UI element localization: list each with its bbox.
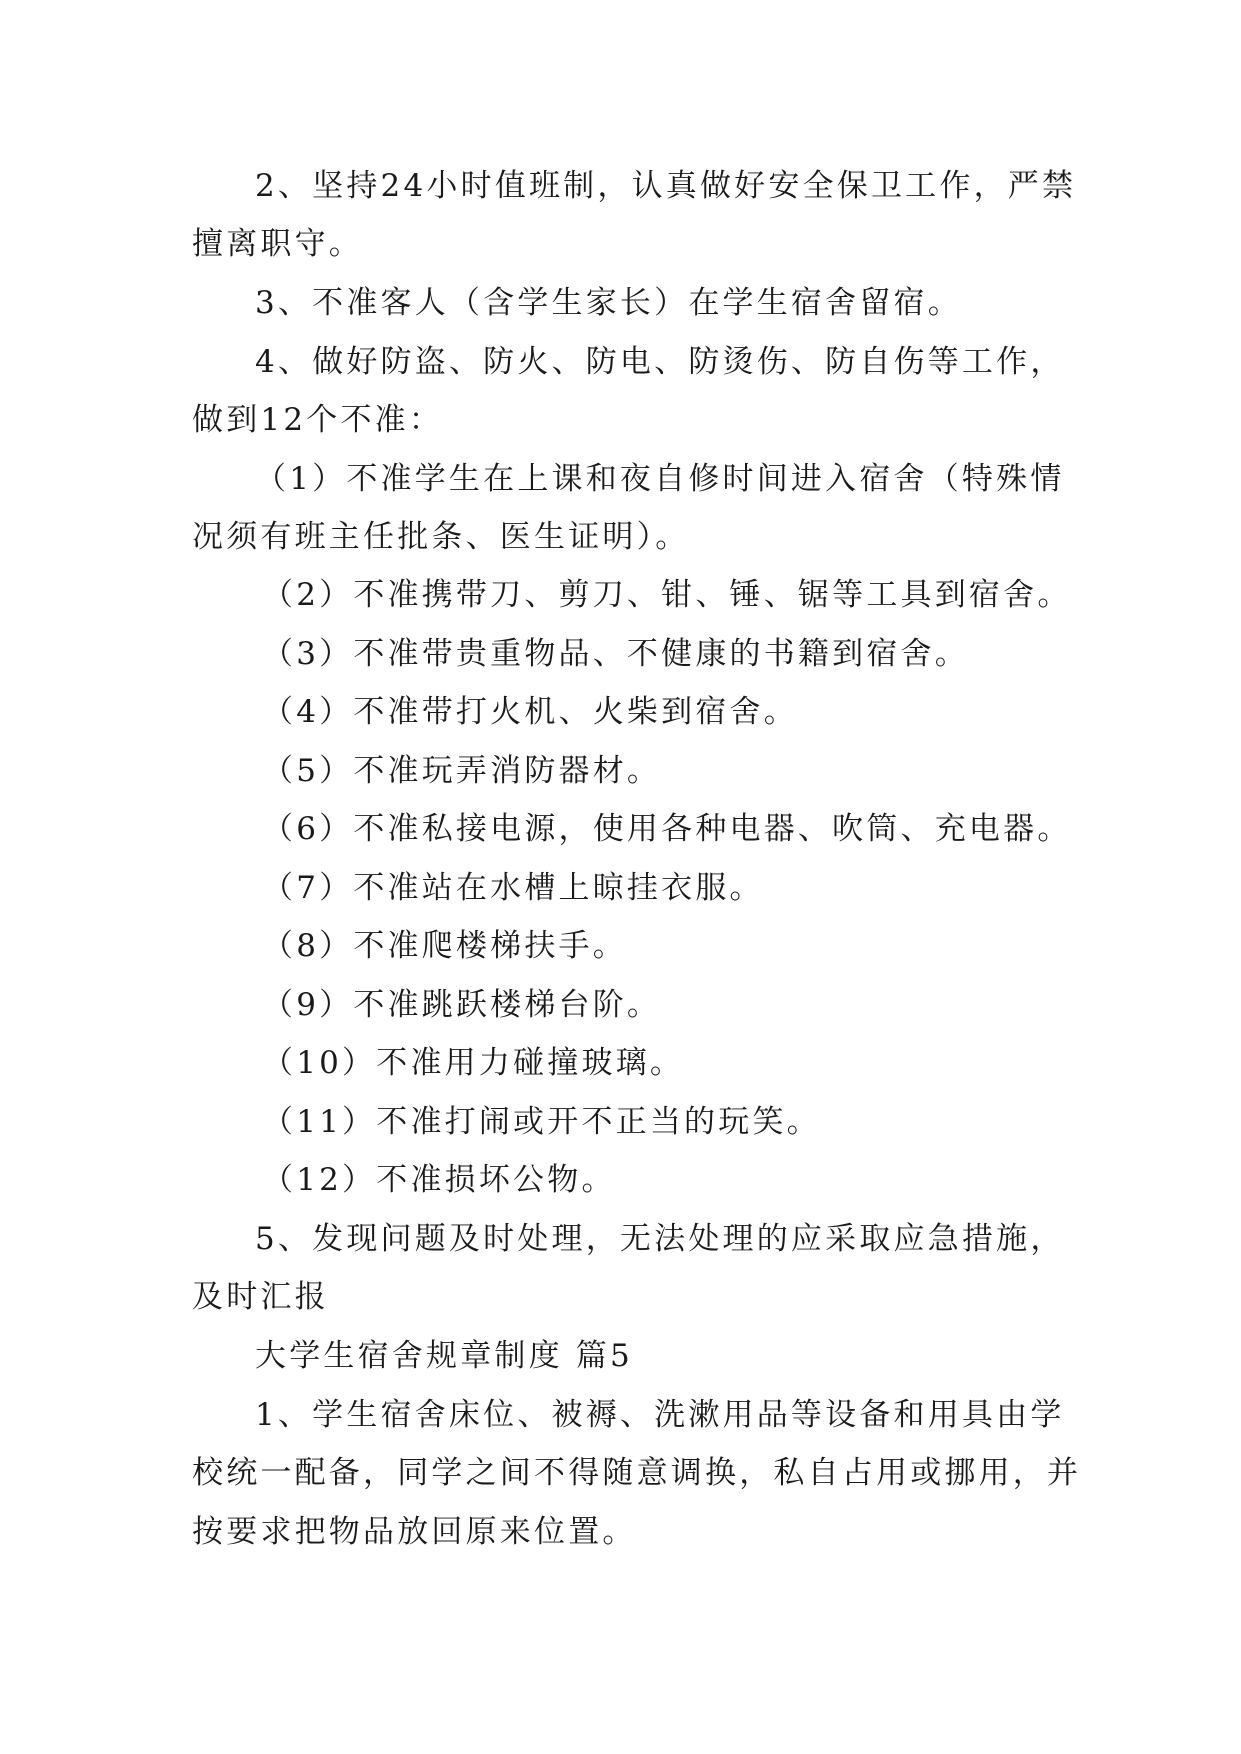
list-item: （10）不准用力碰撞玻璃。 [262, 1045, 685, 1081]
list-item: （2）不准携带刀、剪刀、钳、锤、锯等工具到宿舍。 [262, 577, 1072, 613]
list-item: （5）不准玩弄消防器材。 [262, 753, 662, 789]
list-item: （11）不准打闹或开不正当的玩笑。 [262, 1104, 821, 1140]
text-line: 况须有班主任批条、医生证明）。 [192, 519, 690, 555]
list-item: （9）不准跳跃楼梯台阶。 [262, 987, 662, 1023]
section-heading: 大学生宿舍规章制度 篇5 [255, 1338, 633, 1374]
text-line: 校统一配备，同学之间不得随意调换，私自占用或挪用，并 [192, 1455, 1082, 1491]
list-item: （12）不准损坏公物。 [262, 1162, 616, 1198]
text-line: 1、学生宿舍床位、被褥、洗漱用品等设备和用具由学 [255, 1397, 1065, 1433]
list-item: （4）不准带打火机、火柴到宿舍。 [262, 694, 798, 730]
text-line: 及时汇报 [192, 1279, 329, 1315]
list-item: （1）不准学生在上课和夜自修时间进入宿舍（特殊情 [255, 461, 1065, 497]
list-item: （6）不准私接电源，使用各种电器、吹筒、充电器。 [262, 811, 1072, 847]
text-line: 擅离职守。 [192, 226, 363, 262]
text-line: 3、不准客人（含学生家长）在学生宿舍留宿。 [255, 285, 962, 321]
list-item: （7）不准站在水槽上晾挂衣服。 [262, 870, 764, 906]
text-line: 按要求把物品放回原来位置。 [192, 1514, 637, 1550]
text-line: 4、做好防盗、防火、防电、防烫伤、防自伤等工作， [255, 344, 1065, 380]
text-line: 5、发现问题及时处理，无法处理的应采取应急措施， [255, 1221, 1065, 1257]
text-line: 做到12个不准： [192, 402, 444, 438]
list-item: （3）不准带贵重物品、不健康的书籍到宿舍。 [262, 636, 969, 672]
text-line: 2、坚持24小时值班制，认真做好安全保卫工作，严禁 [255, 168, 1077, 204]
list-item: （8）不准爬楼梯扶手。 [262, 928, 627, 964]
